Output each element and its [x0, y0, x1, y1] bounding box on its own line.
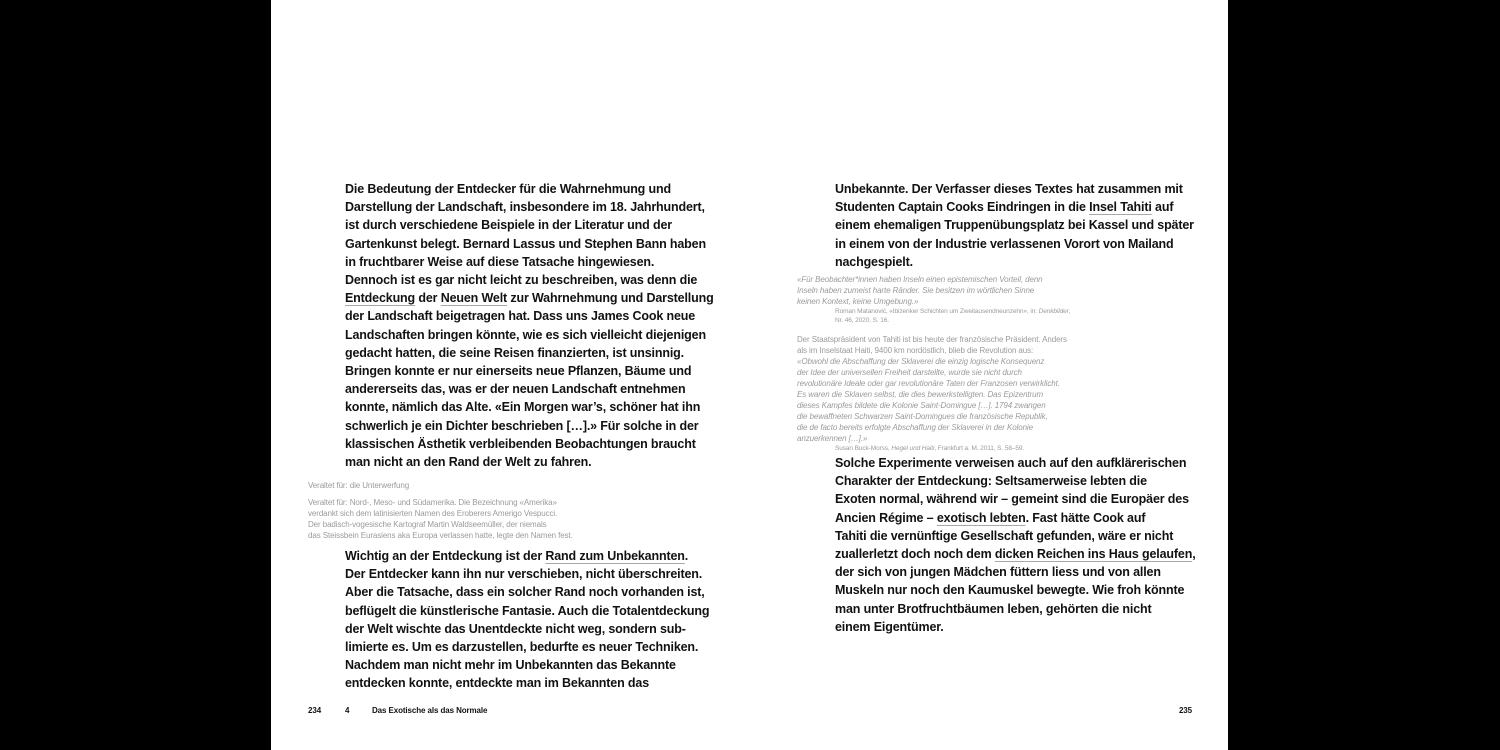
right-footnote-inseln-citation: Roman Matanović, «Ibizenker Schichten um Zweitausendneunzehn», in: Denkbilder, Nr. 46, 2020, S. 16.	[835, 308, 1071, 324]
right-footnote-inseln	[797, 274, 1097, 326]
right-footnote-inseln-quote: «Für Beobachter*innen haben Inseln einen epistemischen Vorteil, denn Inseln haben zumeist harte Ränder. Sie besitzen im wörtlichen Sinne keinen Kontext, keine Umgebung.»	[797, 275, 1043, 306]
right-footnote-haiti	[797, 334, 1097, 454]
left-footnote-amerika: Veraltet für: Nord-, Meso- und Südamerika. Die Bezeichnung «Amerika» verdankt sich dem latinisierten Namen des Eroberers Amerigo Vespucci. Der badisch-vogesische Kartograf Martin Waldseemüller, der niemals das Steissbein Eurasiens aka Europa verlassen hatte, legte den Namen fest.	[308, 498, 573, 540]
right-paragraph-experimente: Solche Experimente verweisen auch auf den aufklärerischen Charakter der Entdeckung: Seltsamerweise lebten die Exoten normal, während wir – gemeint sind die Europäer des Ancien Régime – exotisch lebten. Fast hätte Cook auf Tahiti die vernünftige Gesellschaft gefunden, wäre er nicht zuallerletzt doch noch dem dicken Reichen ins Haus gelaufen, der sich von jungen Mädchen füttern liess und von allen Muskeln nur noch den Kaumuskel bewegte. Wie froh könnte man unter Brotfruchtbäumen leben, gehörten die nicht einem Eigentümer.	[835, 456, 1196, 634]
chapter-number: 4	[345, 706, 350, 715]
left-paragraph-discovery: Die Bedeutung der Entdecker für die Wahrnehmung und Darstellung der Landschaft, insbesondere im 18. Jahrhundert, ist durch verschiedene Beispiele in der Literatur und der Gartenkunst belegt. Bernard Lassus und Stephen Bann haben in fruchtbarer Weise auf diese Tatsache hingewiesen. Dennoch ist es gar nicht leicht zu beschreiben, was denn die Entdeckung der Neuen Welt zur Wahrnehmung und Darstellung der Landschaft beigetragen hat. Dass uns James Cook neue Landschaften bringen könnte, wie es sich vielleicht diejenigen gedacht hatten, die seine Reisen finanzierten, ist unsinnig. Bringen konnte er nur einerseits neue Pflanzen, Bäume und andererseits das, was er der neuen Landschaft entnehmen konnte, nämlich das Alte. «Ein Morgen war’s, schöner hat ihn schwerlich je ein Dichter beschrieben […].» Für solche in der klassischen Ästhetik verbleibenden Beobachtungen braucht man nicht an den Rand der Welt zu fahren.	[345, 182, 714, 470]
right-footnote-haiti-text: Der Staatspräsident von Tahiti ist bis heute der französische Präsident. Anders als im Inselstaat Haiti, 9400 km nordöstlich, blieb die Revolution aus: «Obwohl die Abschaffung der Sklaverei die einzig logische Konsequenz der Idee der universellen Freiheit darstellte, wurde sie nicht durch revolutionäre Ideale oder gar revolutionäre Taten der Franzosen verwirklicht. Es waren die Sklaven selbst, die dies bewerkstelligten. Das Epizentrum dieses Kampfes bildete die Kolonie Saint-Domingue […]. 1794 zwangen die bewaffneten Schwarzen Saint-Domingues die französische Republik, die de facto bereits erfolgte Abschaffung der Sklaverei in der Kolonie anzuerkennen […].»	[797, 335, 1067, 443]
right-footnote-haiti-citation: Susan Buck-Morss, Hegel und Haiti, Frankfurt a. M. 2011, S. 58–59.	[835, 445, 1025, 452]
page-number-right: 235	[1178, 706, 1192, 715]
right-paragraph-tahiti: Unbekannte. Der Verfasser dieses Textes hat zusammen mit Studenten Captain Cooks Eindringen in die Insel Tahiti auf einem ehemaligen Truppenübungsplatz bei Kassel und später in einem von der Industrie verlassenen Vorort von Mailand nachgespielt.	[835, 182, 1194, 269]
book-spread	[271, 0, 1228, 750]
left-footnote-unterwerfung: Veraltet für: die Unterwerfung	[308, 481, 410, 490]
left-paragraph-rand: Wichtig an der Entdeckung ist der Rand zum Unbekannten. Der Entdecker kann ihn nur verschieben, nicht überschreiten. Aber die Tatsache, dass ein solcher Rand noch vorhanden ist, beflügelt die künstlerische Fantasie. Auch die Totalentdeckung der Welt wischte das Unentdeckte nicht weg, sondern sub- limierte es. Um es darzustellen, bedurfte es neuer Techniken. Nachdem man nicht mehr im Unbekannten das Bekannte entdecken konnte, entdeckte man im Bekannten das	[345, 549, 710, 691]
page-number-left: 234	[308, 706, 322, 715]
chapter-title: Das Exotische als das Normale	[372, 706, 488, 715]
